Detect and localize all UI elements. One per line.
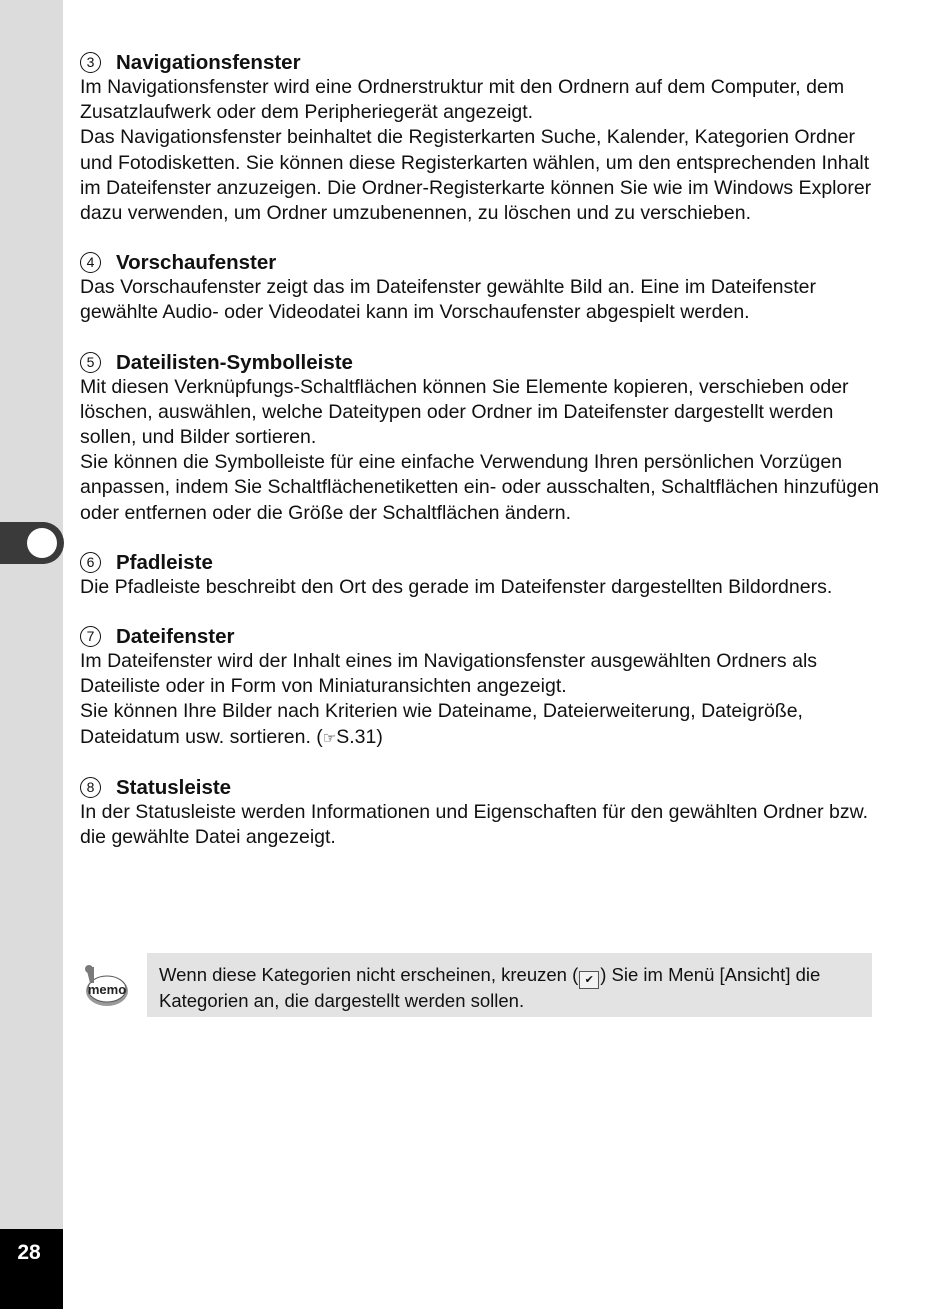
section-paragraph: Im Navigationsfenster wird eine Ordnerstruktur mit den Ordnern auf dem Computer, dem Zusatzlaufwerk oder dem Peripheriegerät angezeigt. bbox=[80, 76, 845, 124]
section-dateifenster bbox=[80, 624, 880, 751]
reference-text: Sie können Ihre Bilder nach Kriterien wie Dateiname, Dateierweiterung, Dateigröße, Dateidatum usw. sortieren. ( bbox=[80, 700, 803, 748]
page-reference-link[interactable]: S.31) bbox=[336, 725, 383, 748]
section-dateilisten-symbolleiste bbox=[80, 350, 880, 526]
page-number-box bbox=[0, 1229, 63, 1309]
section-paragraph: Sie können die Symbolleiste für eine einfache Verwendung Ihren persönlichen Vorzügen anpassen, indem Sie Schaltflächenetiketten ein- oder ausschalten, Schaltflächen hinzufügen oder entfernen oder die Größe der Schaltflächen ändern. bbox=[80, 451, 879, 524]
section-statusleiste bbox=[80, 775, 880, 850]
page-content bbox=[80, 50, 880, 874]
svg-text:memo: memo bbox=[87, 982, 127, 997]
section-navigationsfenster bbox=[80, 50, 880, 226]
memo-icon bbox=[80, 963, 130, 1009]
section-paragraph: Das Navigationsfenster beinhaltet die Registerkarten Suche, Kalender, Kategorien Ordner und Fotodisketten. Sie können diese Registerkarten wählen, um den entsprechenden Inhalt im Dateifenster anzuzeigen. Die Ordner-Registerkarte können Sie wie im Windows Explorer dazu verwenden, um Ordner umzubenennen, zu löschen und zu verschieben. bbox=[80, 126, 872, 225]
memo-text-box bbox=[147, 953, 872, 1017]
section-heading bbox=[80, 250, 880, 275]
section-paragraph: Die Pfadleiste beschreibt den Ort des gerade im Dateifenster dargestellten Bildordners. bbox=[80, 575, 833, 598]
circled-number: 7 bbox=[80, 626, 101, 647]
memo-text: Wenn diese Kategorien nicht erscheinen, kreuzen ( bbox=[159, 964, 579, 985]
section-paragraph: Im Dateifenster wird der Inhalt eines im Navigationsfenster ausgewählten Ordners als Dateiliste oder in Form von Miniaturansichten angezeigt. bbox=[80, 650, 818, 698]
chapter-tab-marker bbox=[0, 522, 63, 564]
circled-number: 8 bbox=[80, 777, 101, 798]
memo-text: ) Sie im Menü [Ansicht] die Kategorien an, die dargestellt werden sollen. bbox=[159, 964, 821, 1011]
section-title: Statusleiste bbox=[116, 775, 232, 799]
circled-number: 6 bbox=[80, 552, 101, 573]
memo-note bbox=[80, 953, 872, 1017]
section-paragraph: Mit diesen Verknüpfungs-Schaltflächen können Sie Elemente kopieren, verschieben oder löschen, auswählen, welche Dateitypen oder Ordner im Dateifenster dargestellt werden sollen, und Bilder sortieren. bbox=[80, 375, 849, 449]
section-title: Dateifenster bbox=[116, 625, 235, 649]
circled-number: 4 bbox=[80, 252, 101, 273]
section-heading bbox=[80, 775, 880, 800]
page-number: 28 bbox=[17, 1241, 41, 1264]
circled-number: 3 bbox=[80, 52, 101, 73]
pointing-hand-icon: ☞ bbox=[322, 729, 337, 747]
section-paragraph: In der Statusleiste werden Informationen und Eigenschaften für den gewählten Ordner bzw. die gewählte Datei angezeigt. bbox=[80, 800, 869, 849]
checkbox-checked-icon: ✔ bbox=[579, 971, 599, 989]
section-title: Vorschaufenster bbox=[116, 251, 277, 275]
section-paragraph-with-reference bbox=[80, 699, 880, 750]
section-vorschaufenster bbox=[80, 250, 880, 325]
section-heading bbox=[80, 350, 880, 375]
circled-number: 5 bbox=[80, 352, 101, 373]
section-pfadleiste bbox=[80, 550, 880, 600]
section-title: Navigationsfenster bbox=[116, 51, 301, 74]
section-heading bbox=[80, 624, 880, 649]
section-heading bbox=[80, 50, 880, 75]
section-title: Pfadleiste bbox=[116, 550, 213, 574]
chapter-sidebar bbox=[0, 0, 63, 1309]
section-title: Dateilisten-Symbolleiste bbox=[116, 350, 353, 374]
section-paragraph: Das Vorschaufenster zeigt das im Dateifenster gewählte Bild an. Eine im Dateifenster gewählte Audio- oder Videodatei kann im Vorschaufenster abgespielt werden. bbox=[80, 276, 816, 324]
section-heading bbox=[80, 550, 880, 575]
